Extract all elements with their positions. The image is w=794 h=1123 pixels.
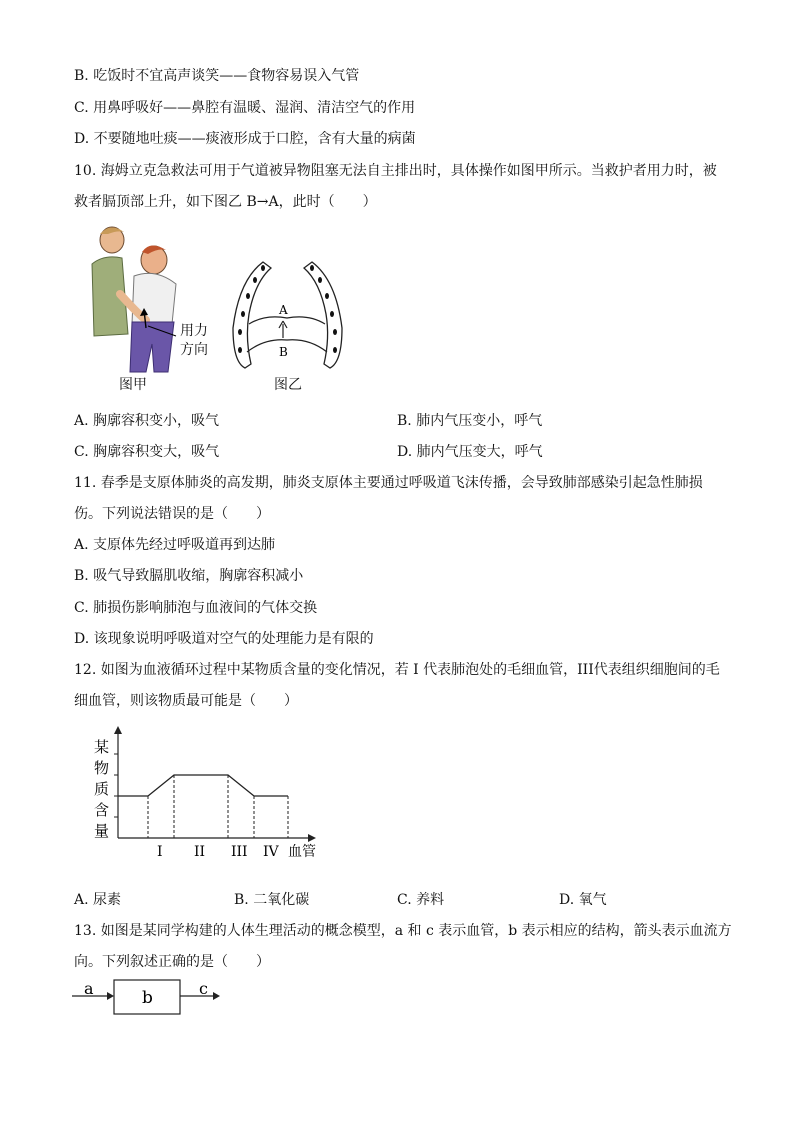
q12-option-b: B. 二氧化碳 xyxy=(234,892,310,908)
q10-stem-line2: 救者膈顶部上升，如下图乙 B→A，此时（ ） xyxy=(74,194,377,210)
y-axis-label-char: 质 xyxy=(94,780,110,798)
q13-model-diagram xyxy=(70,976,230,1020)
q10-option-b: B. 肺内气压变小，呼气 xyxy=(397,413,543,429)
y-axis-label-char: 含 xyxy=(94,801,110,819)
substance-level-chart xyxy=(88,722,328,862)
q12-option-d: D. 氧气 xyxy=(559,892,607,908)
fig-jia-caption: 图甲 xyxy=(119,377,147,393)
y-axis-arrow xyxy=(114,726,122,734)
label-a-vessel: a xyxy=(84,979,94,998)
q9-option-b: B. 吃饭时不宜高声谈笑——食物容易误入气管 xyxy=(74,68,360,84)
series-line xyxy=(118,775,288,796)
fig-yi-caption: 图乙 xyxy=(274,377,302,393)
q12-option-a: A. 尿素 xyxy=(74,892,122,908)
x-tick-label: I xyxy=(157,844,163,860)
diaphragm-diagram xyxy=(225,258,350,370)
q10-figure-yi xyxy=(225,258,350,370)
q12-option-c: C. 养料 xyxy=(397,892,445,908)
force-label-2: 方向 xyxy=(180,342,208,358)
q13-stem-line1: 13. 如图是某同学构建的人体生理活动的概念模型，a 和 c 表示血管，b 表示相应的结构，箭头表示血流方 xyxy=(74,923,732,939)
q13-stem-line2: 向。下列叙述正确的是（ ） xyxy=(74,954,270,970)
q12-chart xyxy=(88,722,328,862)
q10-option-d: D. 肺内气压变大，呼气 xyxy=(397,444,543,460)
x-axis-label: 血管 xyxy=(288,844,316,860)
y-axis-label-char: 物 xyxy=(94,759,110,777)
q11-option-a: A. 支原体先经过呼吸道再到达肺 xyxy=(74,537,276,553)
q10-option-c: C. 胸廓容积变大，吸气 xyxy=(74,444,220,460)
q11-stem-line2: 伤。下列说法错误的是（ ） xyxy=(74,506,270,522)
x-axis-arrow xyxy=(308,834,316,842)
q12-stem-line1: 12. 如图为血液循环过程中某物质含量的变化情况，若 I 代表肺泡处的毛细血管，III代表组织细胞间的毛 xyxy=(74,662,720,678)
q11-option-c: C. 肺损伤影响肺泡与血液间的气体交换 xyxy=(74,600,318,616)
q9-option-d: D. 不要随地吐痰——痰液形成于口腔，含有大量的病菌 xyxy=(74,131,416,147)
y-axis-label-char: 量 xyxy=(94,822,110,840)
label-b-structure: b xyxy=(142,988,153,1008)
force-label-1: 用力 xyxy=(180,323,208,339)
x-tick-label: II xyxy=(194,844,206,860)
q10-stem-line1: 10. 海姆立克急救法可用于气道被异物阻塞无法自主排出时，具体操作如图甲所示。当救护者用力时，被 xyxy=(74,163,717,179)
q11-stem-line1: 11. 春季是支原体肺炎的高发期，肺炎支原体主要通过呼吸道飞沫传播，会导致肺部感染引起急性肺损 xyxy=(74,475,703,491)
label-c-vessel: c xyxy=(199,979,208,998)
label-a: A xyxy=(279,303,288,317)
x-tick-label: IV xyxy=(263,844,279,860)
q11-option-b: B. 吸气导致膈肌收缩，胸廓容积减小 xyxy=(74,568,304,584)
q11-option-d: D. 该现象说明呼吸道对空气的处理能力是有限的 xyxy=(74,631,374,647)
q9-option-c: C. 用鼻呼吸好——鼻腔有温暖、湿润、清洁空气的作用 xyxy=(74,100,416,116)
x-tick-label: III xyxy=(231,844,248,860)
q10-option-a: A. 胸廓容积变小，吸气 xyxy=(74,413,220,429)
y-axis-label-char: 某 xyxy=(94,738,110,756)
label-b: B xyxy=(279,345,288,359)
q12-stem-line2: 细血管，则该物质最可能是（ ） xyxy=(74,693,298,709)
